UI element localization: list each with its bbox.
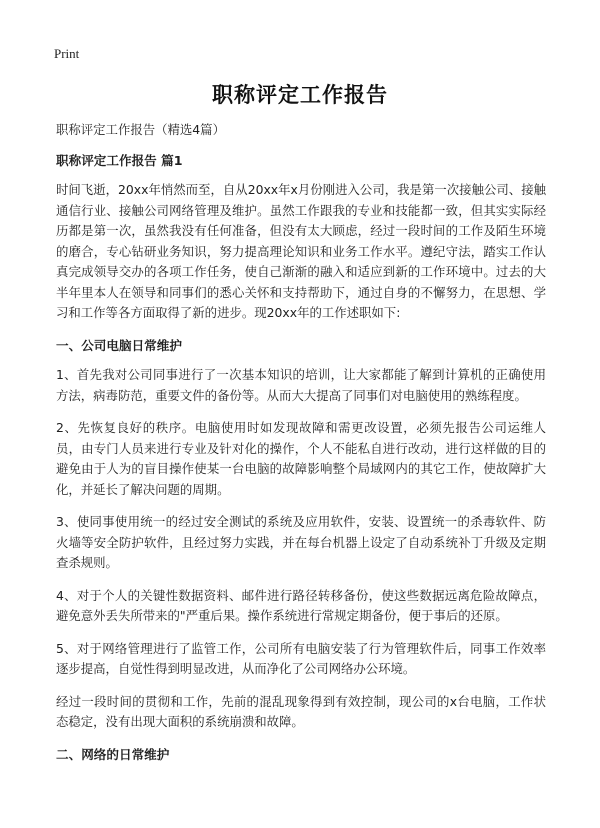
list-item: 3、使同事使用统一的经过安全测试的系统及应用软件，安装、设置统一的杀毒软件、防火墙等安全防护软件，且经过努力实践，并在每台机器上设定了自动系统补丁升级及定期查杀规则。 — [56, 514, 546, 570]
print-label[interactable]: Print — [54, 46, 80, 61]
document-body — [56, 120, 546, 774]
intro-paragraph: 时间飞逝，20xx年悄然而至，自从20xx年x月份刚进入公司，我是第一次接触公司、接触通信行业、接触公司网络管理及维护。虽然工作跟我的专业和技能都一致，但其实实际经历都是第一次，虽然我没有任何准备，但没有太大顾虑，经过一段时间的工作及陌生环境的磨合，专心钻研业务知识，努力提高理论知识和业务工作水平。遵纪守法，踏实工作认真完成领导交办的各项工作任务，使自己渐渐的融入和适应到新的工作环境中。过去的大半年里本人在领导和同事们的悉心关怀和支持帮助下，通过自身的不懈努力，在思想、学习和工作等各方面取得了新的进步。现20xx年的工作述职如下: — [56, 182, 546, 320]
list-item: 2、先恢复良好的秩序。电脑使用时如发现故障和需更改设置，必须先报告公司运维人员，由专门人员来进行专业及针对化的操作，个人不能私自进行改动，进行这样做的目的避免由于人为的盲目操作使某一台电脑的故障影响整个局域网内的其它工作，使故障扩大化，并延长了解决问题的周期。 — [56, 420, 546, 497]
list-item: 1、首先我对公司同事进行了一次基本知识的培训，让大家都能了解到计算机的正确使用方法，病毒防范，重要文件的备份等。从而大大提高了同事们对电脑使用的熟练程度。 — [56, 367, 546, 403]
section-heading-2: 二、网络的日常维护 — [56, 746, 170, 762]
document-subtitle: 职称评定工作报告（精选4篇） — [56, 122, 225, 137]
summary-paragraph: 经过一段时间的贯彻和工作，先前的混乱现象得到有效控制，现公司的x台电脑，工作状态稳定，没有出现大面积的系统崩溃和故障。 — [56, 693, 546, 729]
list-item: 4、对于个人的关键性数据资料、邮件进行路径转移备份，使这些数据远离危险故障点，避免意外丢失所带来的"严重后果。操作系统进行常规定期备份，便于事后的还原。 — [56, 587, 546, 623]
article-heading: 职称评定工作报告 篇1 — [56, 152, 183, 168]
page-title: 职称评定工作报告 — [212, 83, 388, 107]
list-item: 5、对于网络管理进行了监管工作，公司所有电脑安装了行为管理软件后，同事工作效率逐步提高，自觉性得到明显改进，从而净化了公司网络办公环境。 — [56, 640, 546, 676]
section-heading-1: 一、公司电脑日常维护 — [56, 337, 182, 353]
